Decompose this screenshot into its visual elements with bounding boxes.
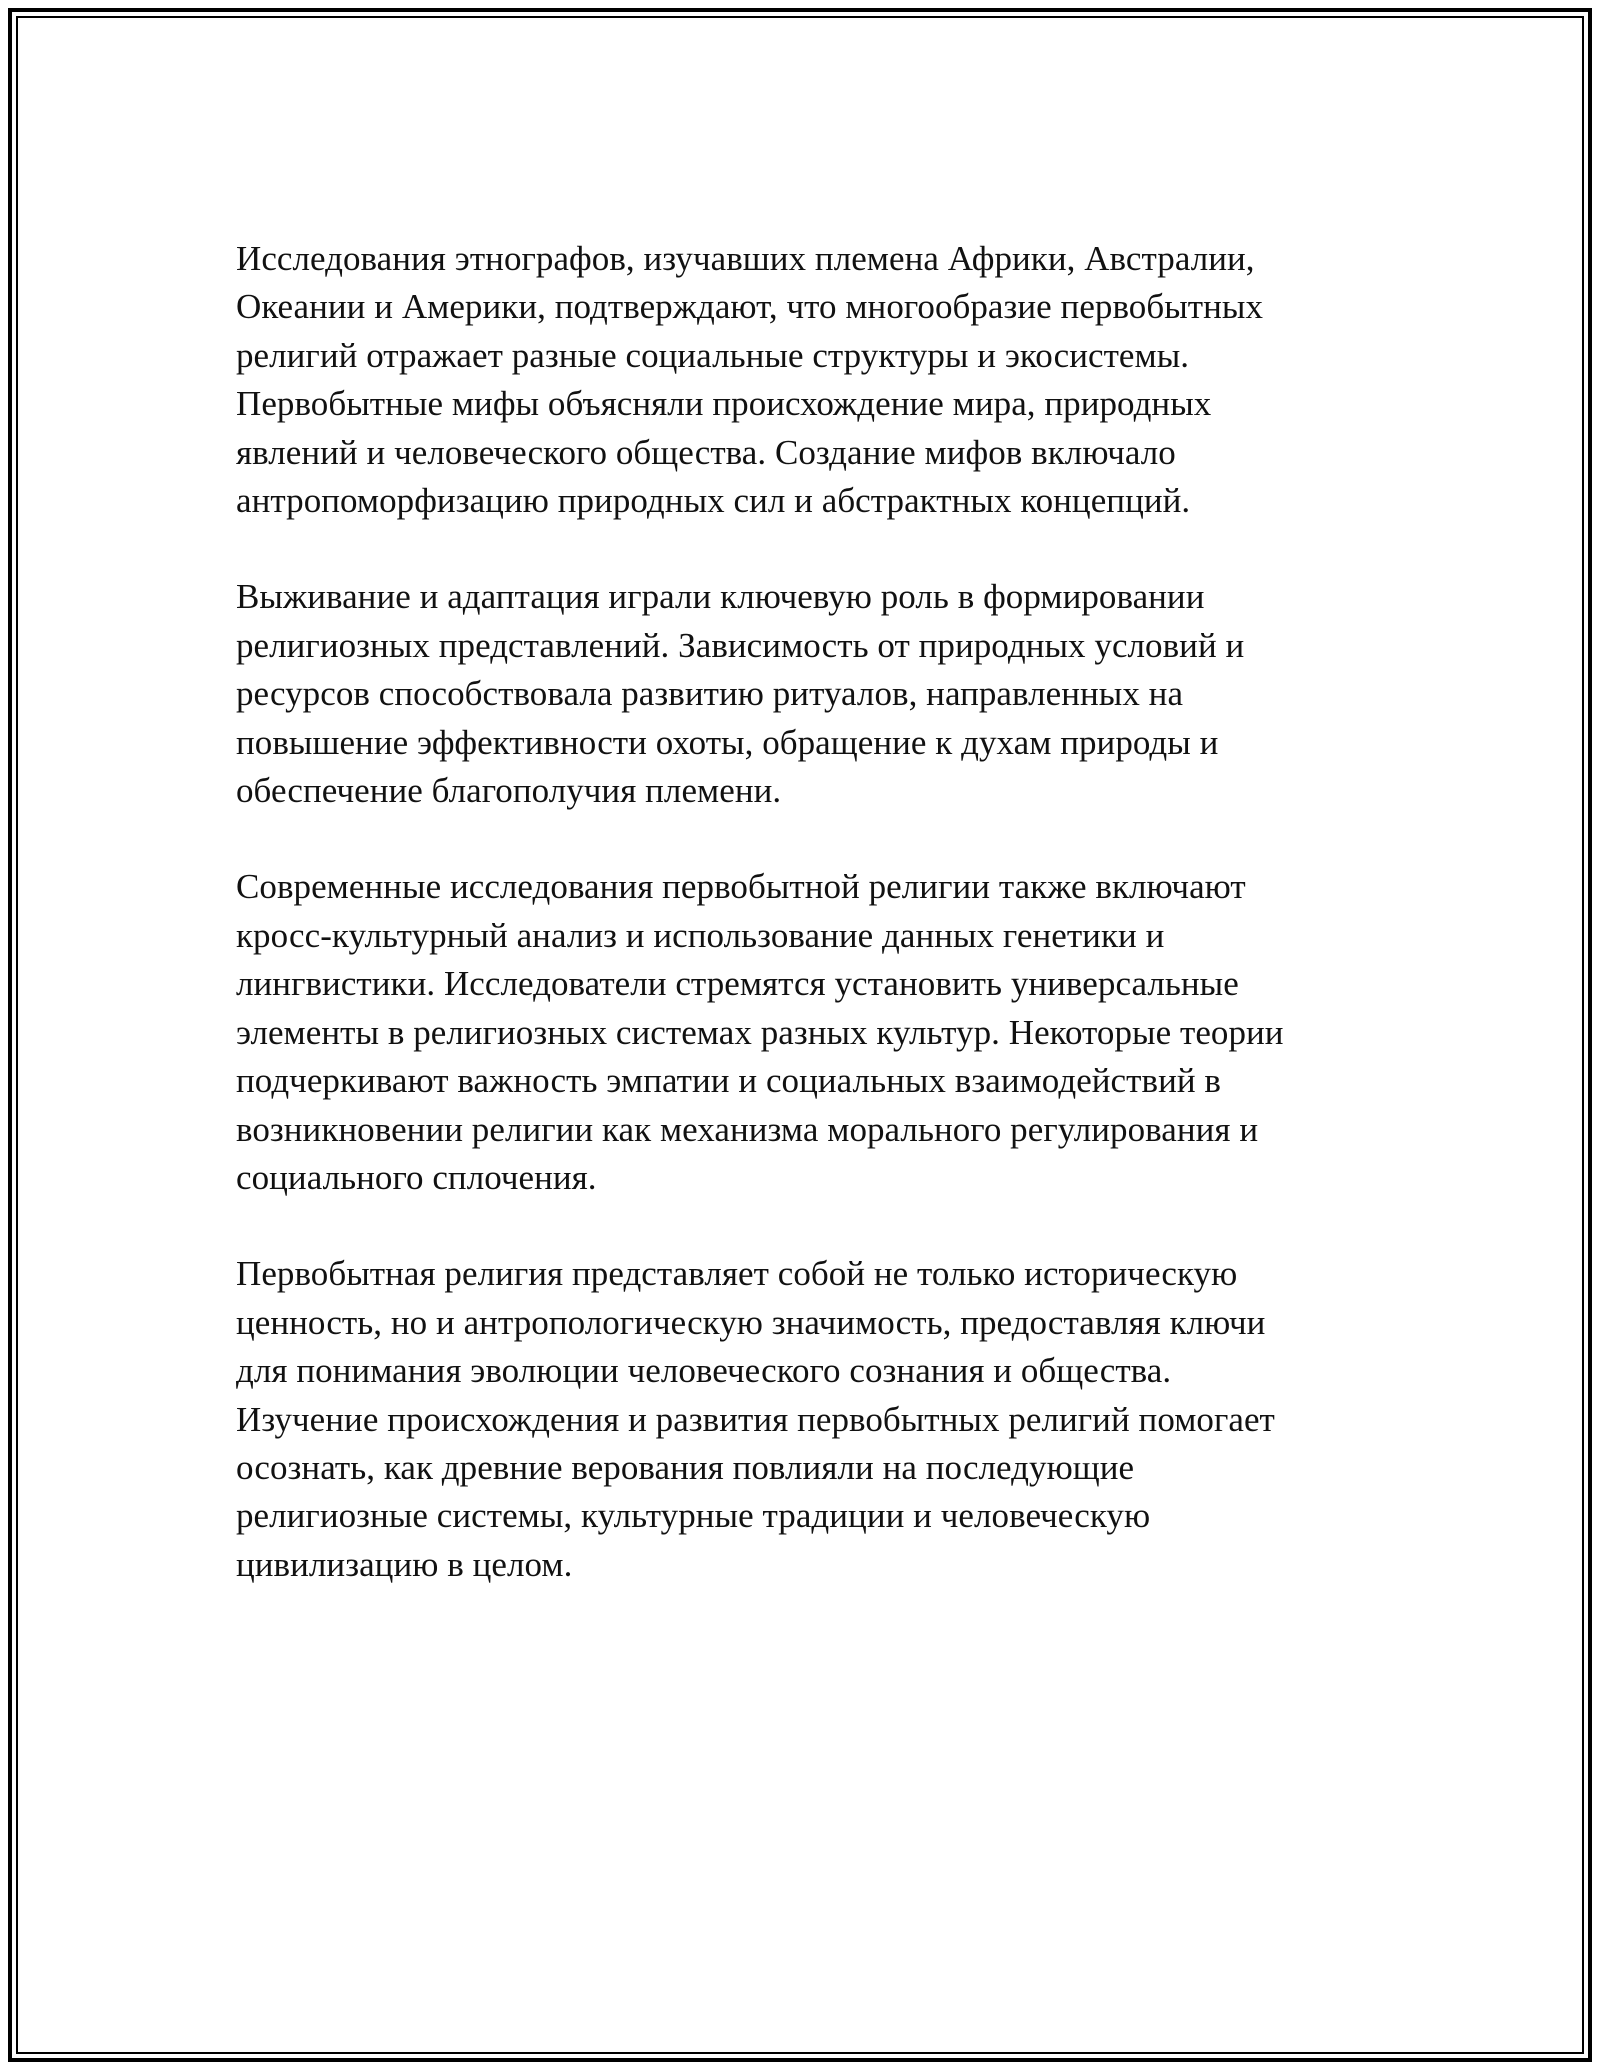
- text-line: Океании и Америки, подтверждают, что многообразие первобытных: [236, 287, 1264, 327]
- text-line: осознать, как древние верования повлияли на последующие: [236, 1447, 1135, 1487]
- text-line: подчеркивают важность эмпатии и социальных взаимодействий в: [236, 1061, 1222, 1101]
- text-line: Изучение происхождения и развития первобытных религий помогает: [236, 1399, 1275, 1439]
- text-line: религий отражает разные социальные структуры и экосистемы.: [236, 335, 1190, 375]
- text-line: Исследования этнографов, изучавших племена Африки, Австралии,: [236, 239, 1255, 278]
- text-line: кросс-культурный анализ и использование данных генетики и: [236, 915, 1165, 955]
- text-line: цивилизацию в целом.: [236, 1544, 573, 1584]
- text-line: религиозные системы, культурные традиции и человеческую: [236, 1496, 1151, 1536]
- text-line: явлений и человеческого общества. Создание мифов включало: [236, 432, 1176, 472]
- text-line: Первобытные мифы объясняли происхождение мира, природных: [236, 384, 1212, 424]
- text-line: религиозных представлений. Зависимость от природных условий и: [236, 625, 1245, 665]
- text-line: для понимания эволюции человеческого сознания и общества.: [236, 1351, 1172, 1391]
- paragraph-survival-adaptation: [236, 573, 1366, 815]
- text-line: элементы в религиозных системах разных культур. Некоторые теории: [236, 1012, 1284, 1052]
- document-body: [236, 235, 1366, 1637]
- text-line: ценность, но и антропологическую значимость, предоставляя ключи: [236, 1302, 1266, 1342]
- text-line: Современные исследования первобытной религии также включают: [236, 867, 1246, 907]
- paragraph-significance: [236, 1250, 1366, 1589]
- text-line: лингвистики. Исследователи стремятся установить универсальные: [236, 964, 1239, 1004]
- paragraph-ethnographic-research: [236, 235, 1366, 525]
- text-line: повышение эффективности охоты, обращение к духам природы и: [236, 722, 1219, 762]
- text-line: возникновении религии как механизма морального регулирования и: [236, 1109, 1259, 1149]
- text-line: антропоморфизацию природных сил и абстрактных концепций.: [236, 481, 1191, 521]
- text-line: Выживание и адаптация играли ключевую роль в формировании: [236, 577, 1205, 617]
- text-line: социального сплочения.: [236, 1157, 597, 1197]
- paragraph-modern-research: [236, 863, 1366, 1202]
- text-line: ресурсов способствовала развитию ритуалов, направленных на: [236, 674, 1184, 714]
- text-line: обеспечение благополучия племени.: [236, 771, 782, 811]
- text-line: Первобытная религия представляет собой не только историческую: [236, 1254, 1238, 1294]
